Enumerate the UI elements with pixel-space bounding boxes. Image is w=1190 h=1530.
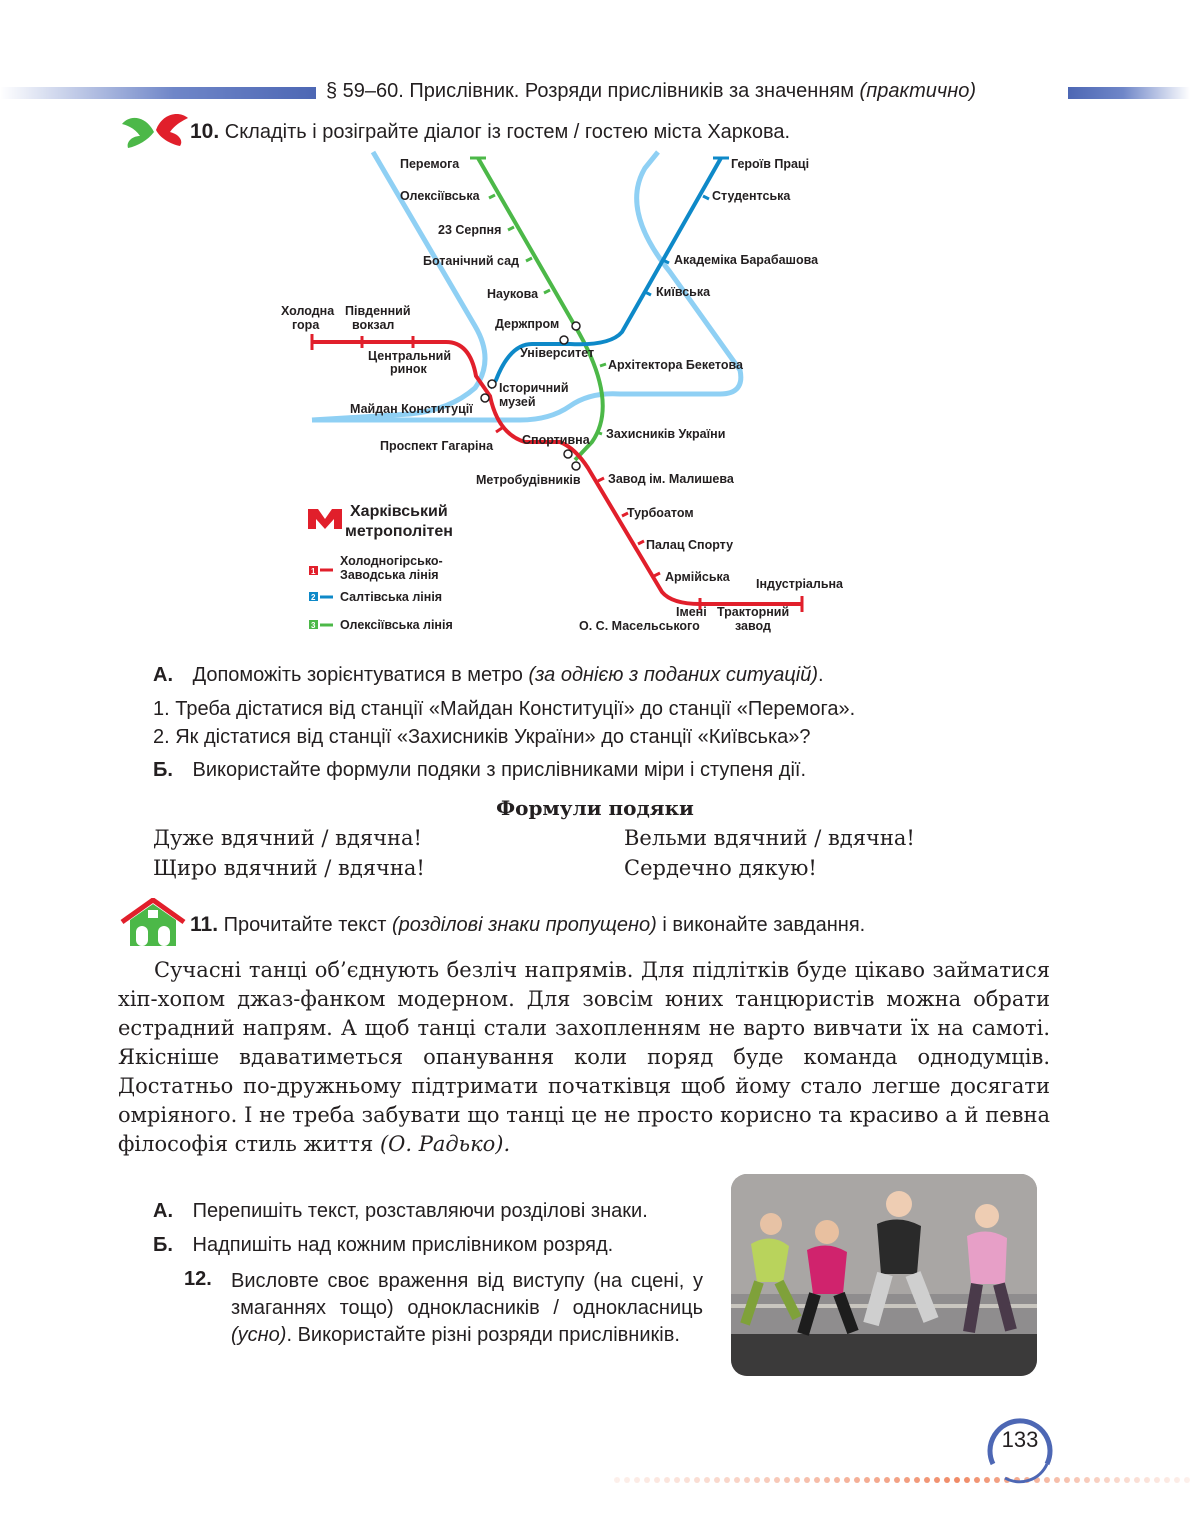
legend-green: Олексіївська лінія: [340, 618, 453, 632]
section-title: § 59–60. Прислівник. Розряди прислівників за значенням: [326, 80, 854, 102]
station-tsentralnyi-2: ринок: [390, 362, 427, 376]
metro-logo-title-2: метрополітен: [345, 523, 453, 540]
station-23-serpnia: 23 Серпня: [438, 223, 502, 237]
task-11-note: (розділові знаки пропущено): [391, 914, 657, 936]
station-metrobudivnykiv: Метробудівників: [476, 473, 581, 487]
part-b-text: Використайте формули подяки з прислівниками міри і ступеня дії.: [192, 759, 807, 781]
station-armiiska: Армійська: [665, 570, 730, 584]
formula-4: Сердечно дякую!: [624, 856, 817, 880]
formula-1: Дуже вдячний / вдячна!: [153, 826, 422, 850]
metro-logo-icon: [308, 509, 342, 529]
butterfly-icon: [118, 110, 190, 150]
metro-logo-title-1: Харківський: [350, 503, 448, 520]
task-11-b-text: Надпишіть над кожним прислівником розряд.: [192, 1234, 614, 1256]
header-bar-left: [0, 87, 316, 99]
task-12-text-end: . Використайте різні розряди прислівників.: [286, 1324, 680, 1346]
task-11-a-label: А.: [153, 1200, 173, 1222]
legend-red-2: Заводська лінія: [340, 568, 439, 582]
station-imeni-1: Імені: [676, 605, 707, 619]
part-a-end: .: [817, 664, 824, 686]
station-industrialna: Індустріальна: [756, 577, 844, 591]
legend-num-2: 2: [311, 593, 316, 602]
station-derzhprom: Держпром: [495, 317, 560, 331]
task-10-item-1: 1. Треба дістатися від станції «Майдан Конституції» до станції «Перемога».: [153, 698, 856, 720]
dancers-photo: [731, 1174, 1037, 1376]
station-naukova: Наукова: [487, 287, 539, 301]
legend-red-1: Холодногірсько-: [340, 554, 443, 568]
header-bar-right: [1068, 87, 1190, 99]
task-10-part-a: [153, 664, 824, 687]
station-kholodna-1: Холодна: [281, 304, 335, 318]
section-note: (практично): [859, 80, 977, 102]
metro-legend: [309, 554, 453, 632]
task-10-item-2: 2. Як дістатися від станції «Захисників України» до станції «Київська»?: [153, 726, 811, 748]
passage-author: (О. Радько).: [379, 1132, 511, 1156]
station-sportyvna: Спортивна: [522, 433, 590, 447]
task-12-number: 12.: [184, 1268, 212, 1290]
task-12-text-start: Висловте своє враження від виступу (на сцені, у змаганнях тощо) однокласників / однокласниць: [231, 1270, 703, 1319]
footer-dots: [612, 1474, 1190, 1486]
task-11-a-text: Перепишіть текст, розставляючи розділові знаки.: [192, 1200, 648, 1222]
station-pivdennyi-2: вокзал: [352, 318, 395, 332]
station-kyivska: Київська: [656, 285, 711, 299]
part-b-label: Б.: [153, 759, 173, 781]
legend-blue: Салтівська лінія: [340, 590, 443, 604]
station-oleksiivska: Олексіївська: [400, 189, 480, 203]
station-traktornyi-2: завод: [735, 619, 771, 633]
station-zakhysnykiv: Захисників України: [606, 427, 726, 441]
task-10-number: 10.: [190, 120, 220, 143]
part-a-note: (за однією з поданих ситуацій): [528, 664, 818, 686]
station-botanichnyi: Ботанічний сад: [423, 254, 520, 268]
formula-2: Вельми вдячний / вдячна!: [624, 826, 915, 850]
task-10-text: Складіть і розіграйте діалог із гостем / гостею міста Харкова.: [224, 121, 791, 143]
metro-map: [270, 148, 870, 638]
station-heroiv: Героїв Праці: [731, 157, 810, 171]
part-a-text: Допоможіть зорієнтуватися в метро: [192, 664, 523, 686]
station-turboatom: Турбоатом: [627, 506, 694, 520]
passage-text: Сучасні танці об’єднують безліч напрямів. Для підлітків буде цікаво займатися хіп-хопом джаз-фанком модерном. Для зовсім юних танцюристів можна обрати естрадний напрям. А щоб танці стали захопленням не варто вивчати їх на самоті. Якісніше вдаватиметься опанування коли поряд буде команда однодумців. Достатньо по-дружньому підтримати початківця щоб йому стало легше досягати омріяного. І не треба забувати що танці це не просто корисно та красиво а й певна філософія стиль життя: [118, 958, 1050, 1156]
station-traktornyi-1: Тракторний: [717, 605, 790, 619]
legend-num-3: 3: [311, 621, 316, 630]
station-studentska: Студентська: [712, 189, 791, 203]
task-11-text-start: Прочитайте текст: [223, 914, 387, 936]
formula-3: Щиро вдячний / вдячна!: [153, 856, 425, 880]
task-12-note: (усно): [231, 1324, 287, 1346]
task-11-part-a: [153, 1200, 648, 1223]
part-a-label: А.: [153, 664, 173, 686]
task-11-b-label: Б.: [153, 1234, 173, 1256]
station-maidan: Майдан Конституції: [350, 402, 473, 416]
station-istorychnyi-2: музей: [499, 395, 536, 409]
section-header: [326, 80, 976, 103]
station-kholodna-2: гора: [292, 318, 320, 332]
station-akademika: Академіка Барабашова: [674, 253, 819, 267]
station-prospekt: Проспект Гагаріна: [380, 439, 494, 453]
page-number: 133: [1001, 1427, 1039, 1452]
station-pivdennyi-1: Південний: [345, 304, 411, 318]
task-11: [190, 913, 865, 937]
station-peremoha: Перемога: [400, 157, 460, 171]
station-arkhitektora: Архітектора Бекетова: [608, 358, 743, 372]
task-11-number: 11.: [190, 913, 219, 936]
task-11-part-b: [153, 1234, 613, 1257]
formulas-title: Формули подяки: [496, 796, 694, 820]
station-palats: Палац Спорту: [646, 538, 734, 552]
station-zavod: Завод ім. Малишева: [608, 472, 734, 486]
task-10-part-b: [153, 759, 806, 782]
station-istorychnyi-1: Історичний: [499, 381, 569, 395]
station-universytet: Університет: [520, 346, 595, 360]
legend-num-1: 1: [311, 567, 316, 576]
task-12-text: [231, 1268, 703, 1349]
task-11-passage: [118, 956, 1050, 1159]
task-11-text-end: і виконайте завдання.: [662, 914, 866, 936]
task-10: [190, 120, 790, 144]
house-icon: [118, 898, 188, 948]
station-tsentralnyi-1: Центральний: [368, 349, 452, 363]
station-imeni-2: О. С. Масельського: [579, 619, 700, 633]
